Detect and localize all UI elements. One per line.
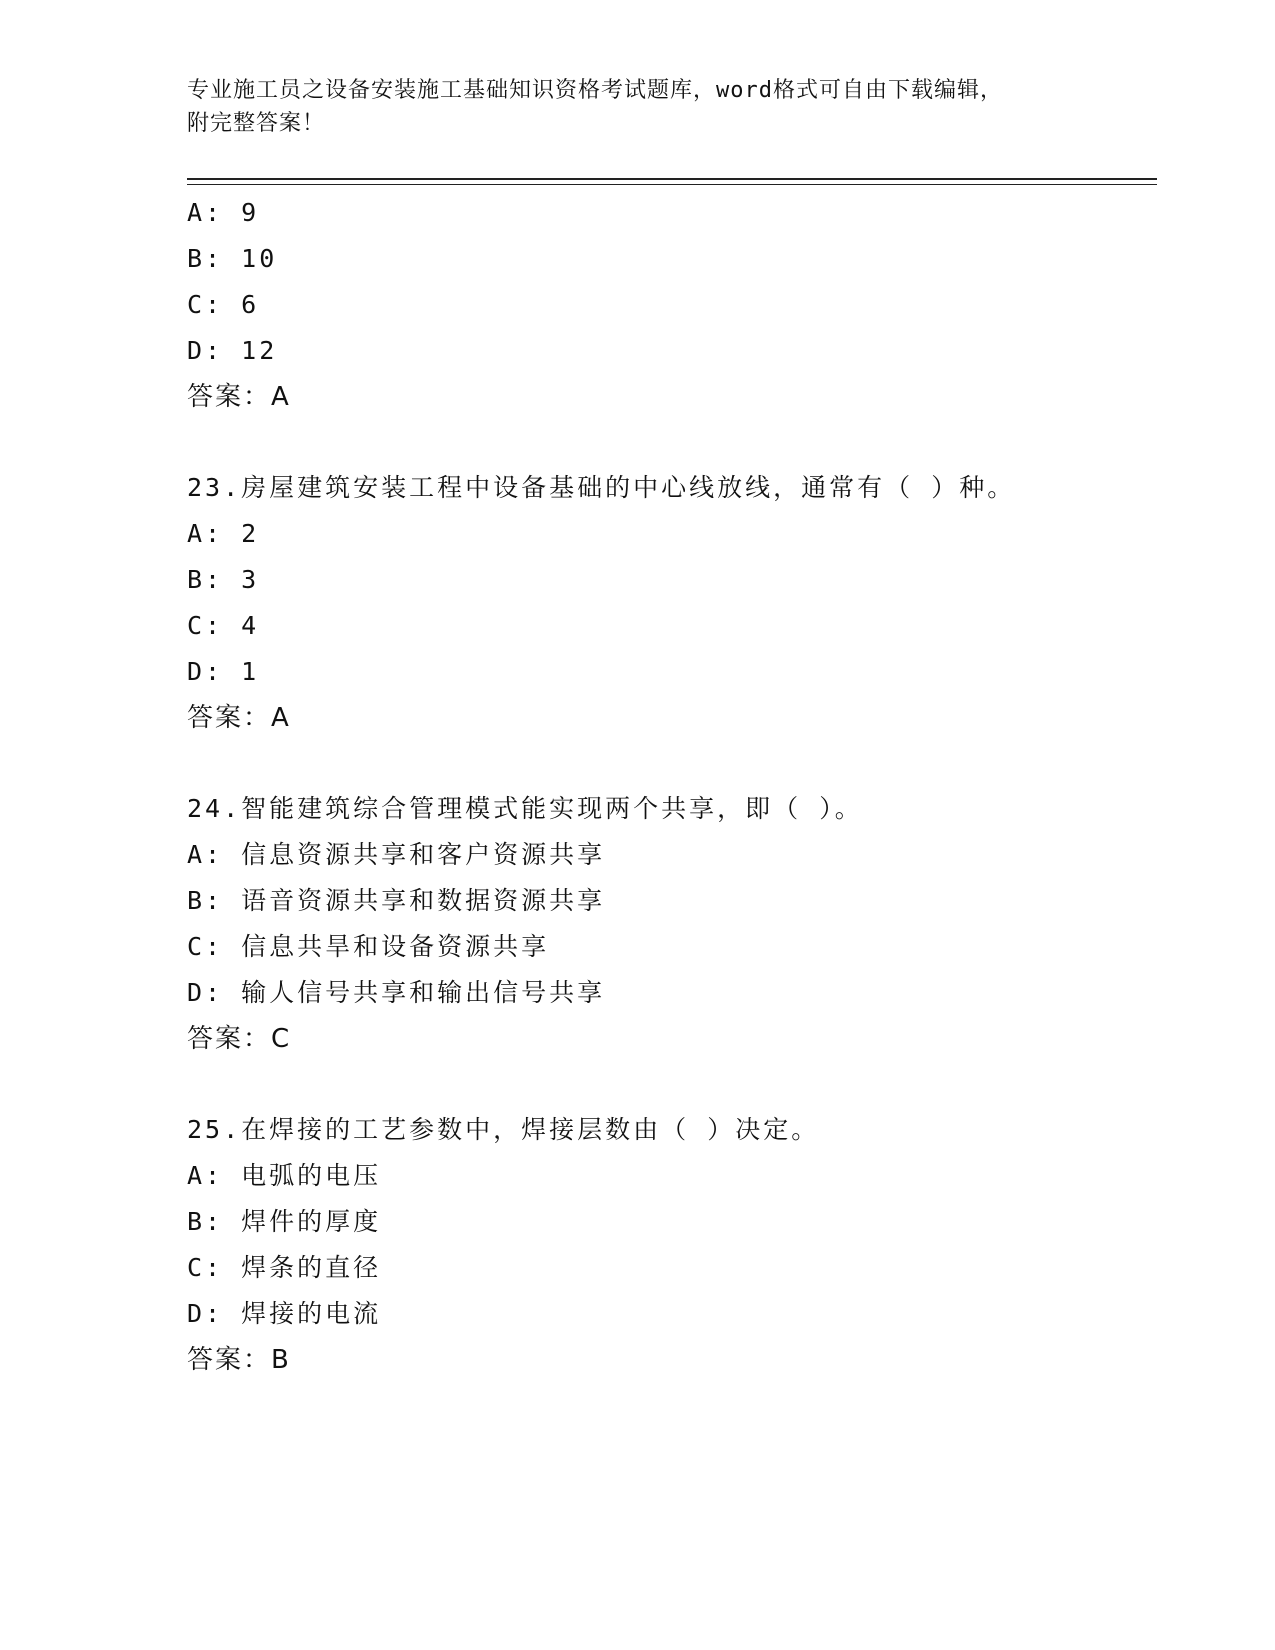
- document-header: [187, 74, 1067, 140]
- question-block: [187, 1107, 1157, 1383]
- block-spacer: [187, 1062, 1157, 1107]
- question-text: 24.智能建筑综合管理模式能实现两个共享，即（ ）。: [187, 794, 863, 823]
- option-a: A: 电弧的电压: [187, 1161, 382, 1190]
- question-block: [187, 190, 1157, 420]
- option-d: D: 12: [187, 336, 278, 365]
- header-subtitle-line: 附完整答案！: [187, 111, 326, 136]
- option-d: D: 输人信号共享和输出信号共享: [187, 978, 606, 1007]
- option-c: C: 4: [187, 611, 260, 640]
- option-b: B: 语音资源共享和数据资源共享: [187, 886, 606, 915]
- option-a: A: 信息资源共享和客户资源共享: [187, 840, 606, 869]
- question-text: 23.房屋建筑安装工程中设备基础的中心线放线，通常有（ ）种。: [187, 473, 1016, 502]
- question-block: [187, 465, 1157, 741]
- option-b: B: 焊件的厚度: [187, 1207, 382, 1236]
- question-list: [187, 190, 1157, 1383]
- option-b: B: 3: [187, 565, 260, 594]
- answer-line: 答案：A: [187, 382, 291, 412]
- option-c: C: 信息共旱和设备资源共享: [187, 932, 550, 961]
- question-text: 25.在焊接的工艺参数中，焊接层数由（ ）决定。: [187, 1115, 820, 1144]
- option-a: A: 9: [187, 198, 260, 227]
- answer-line: 答案：C: [187, 1024, 292, 1054]
- question-block: [187, 786, 1157, 1062]
- header-title-line: 专业施工员之设备安装施工基础知识资格考试题库，word格式可自由下载编辑，: [187, 78, 1003, 103]
- answer-line: 答案：A: [187, 703, 291, 733]
- option-d: D: 焊接的电流: [187, 1299, 382, 1328]
- option-c: C: 焊条的直径: [187, 1253, 382, 1282]
- option-b: B: 10: [187, 244, 278, 273]
- option-d: D: 1: [187, 657, 260, 686]
- option-c: C: 6: [187, 290, 260, 319]
- block-spacer: [187, 741, 1157, 786]
- header-divider-thick: [187, 178, 1157, 180]
- block-spacer: [187, 420, 1157, 465]
- header-divider-thin: [187, 184, 1157, 185]
- answer-line: 答案：B: [187, 1345, 291, 1375]
- option-a: A: 2: [187, 519, 260, 548]
